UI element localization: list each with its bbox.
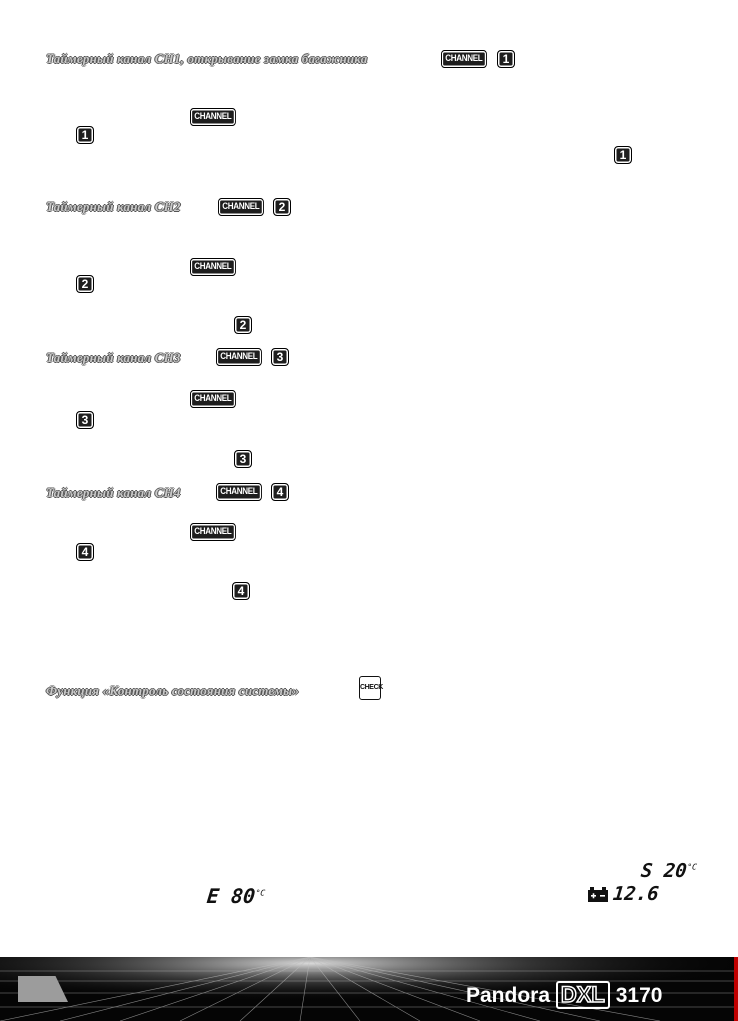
button-1-icon: 1 [614, 146, 632, 164]
button-1-icon: 1 [497, 50, 515, 68]
heading-ch1: Таймерный канал CH1, открывание замка багажника [46, 51, 368, 66]
channel-button: CHANNEL [218, 198, 264, 216]
button-2-icon: 2 [273, 198, 291, 216]
channel-button: CHANNEL [190, 390, 236, 408]
button-4-icon: 4 [232, 582, 250, 600]
button-3-icon: 3 [76, 411, 94, 429]
heading-ch3: Таймерный канал CH3 [46, 350, 181, 365]
button-3-icon: 3 [271, 348, 289, 366]
lcd-engine-temp: E $80^{^\circ C}$ [205, 884, 266, 908]
button-4-icon: 4 [76, 543, 94, 561]
check-button-icon: CHECK [359, 676, 381, 700]
heading-ch2: Таймерный канал CH2 [46, 199, 181, 214]
channel-button: CHANNEL [190, 108, 236, 126]
button-3-icon: 3 [234, 450, 252, 468]
channel-button: CHANNEL [216, 348, 262, 366]
battery-icon [587, 887, 609, 908]
channel-button: CHANNEL [216, 483, 262, 501]
button-2-icon: 2 [76, 275, 94, 293]
brand-logo: Pandora DXL 3170 [466, 982, 663, 1007]
button-4-icon: 4 [271, 483, 289, 501]
heading-ch4: Таймерный канал CH4 [46, 485, 181, 500]
channel-button: CHANNEL [441, 50, 487, 68]
channel-button: CHANNEL [190, 523, 236, 541]
channel-button: CHANNEL [190, 258, 236, 276]
button-2-icon: 2 [234, 316, 252, 334]
lcd-interior-temp: S $20^{^\circ C}$ [639, 860, 698, 882]
lcd-battery-voltage: 12.6 [611, 883, 660, 905]
heading-check: Функция «Контроль состояния системы» [46, 683, 300, 698]
button-1-icon: 1 [76, 126, 94, 144]
